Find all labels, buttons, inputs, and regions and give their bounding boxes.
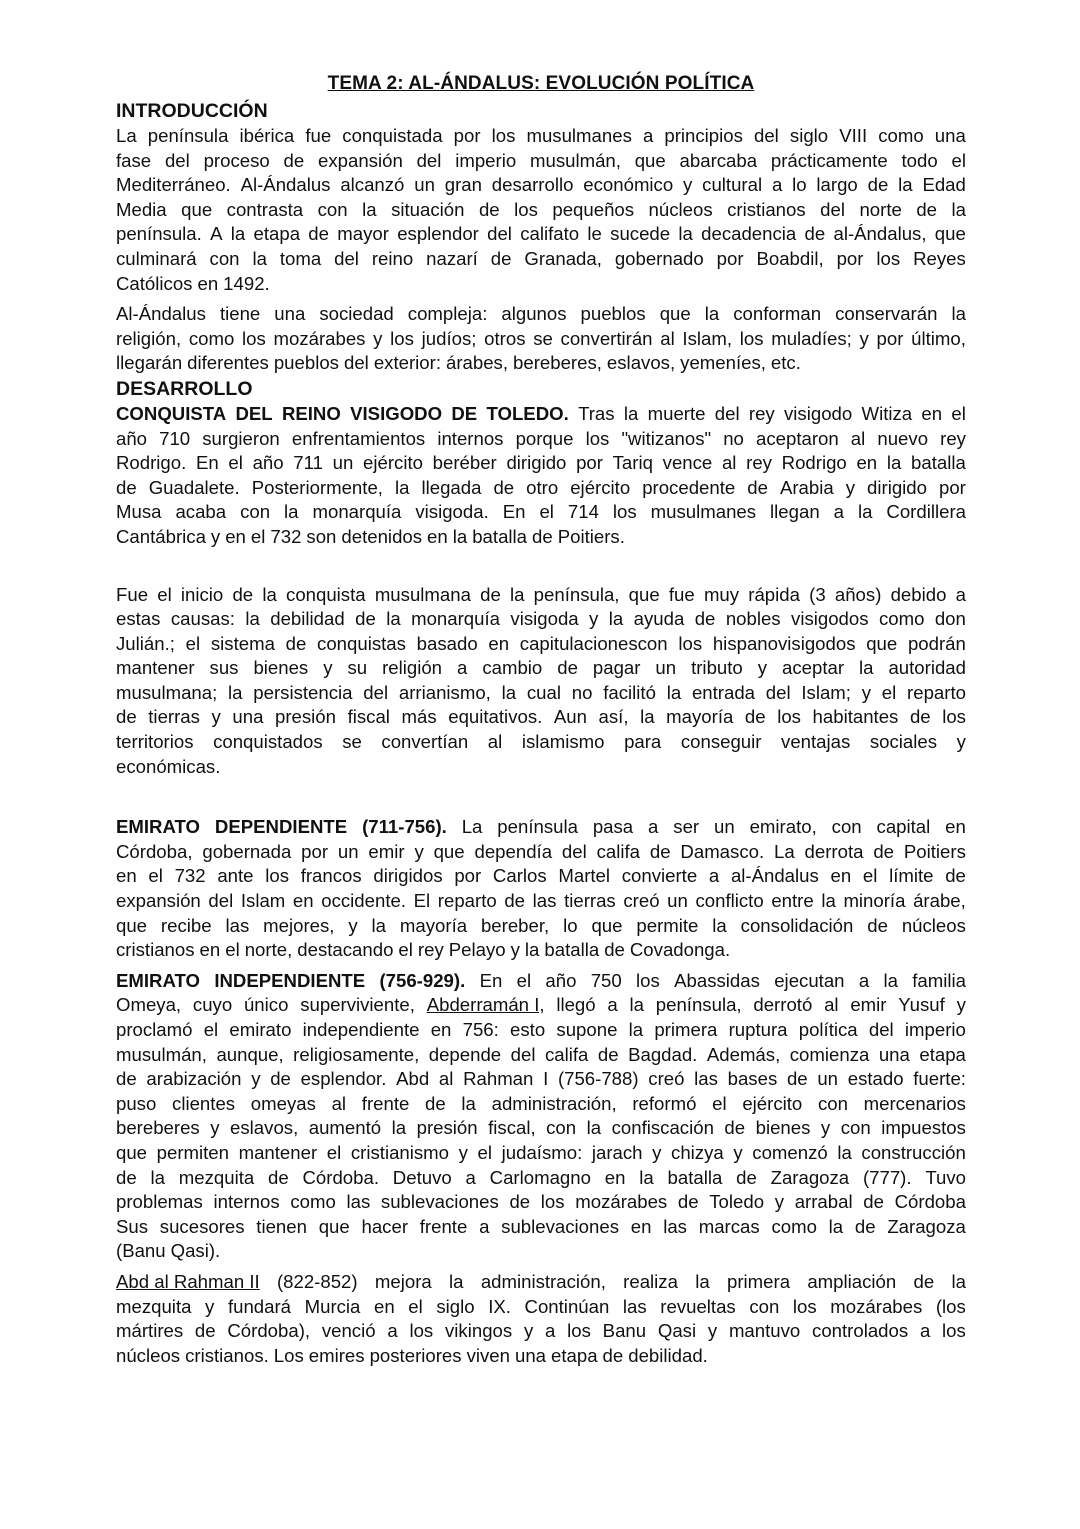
text-line: Julián.; el sistema de conquistas basado en capitulacionescon los hispanovisigodos que podrán (116, 632, 966, 654)
text-line: Sus sucesores tienen que hacer frente a sublevaciones en las marcas como la de Zaragoza (116, 1215, 966, 1237)
text-line: cristianos en el norte, destacando el rey Pelayo y la batalla de Covadonga. (116, 939, 731, 961)
text-line: mezquita y fundará Murcia en el siglo IX. Continúan las revueltas con los mozárabes (los (116, 1295, 966, 1317)
text-line: expansión del Islam en occidente. El reparto de las tierras creó un conflicto entre la minoría árabe, (116, 890, 966, 912)
text-line: núcleos cristianos. Los emires posteriores viven una etapa de debilidad. (116, 1344, 708, 1366)
conquista-first-line: CONQUISTA DEL REINO VISIGODO DE TOLEDO. Tras la muerte del rey visigodo Witiza en el (116, 402, 966, 424)
text-line: Cantábrica y en el 732 son detenidos en la batalla de Poitiers. (116, 525, 625, 547)
text-line: mantener sus bienes y su religión a cambio de pagar un tributo y aceptar la autoridad (116, 657, 966, 679)
page-title: TEMA 2: AL-ÁNDALUS: EVOLUCIÓN POLÍTICA (327, 73, 755, 94)
emirato-dependiente-paragraph (116, 815, 966, 963)
emirato-dependiente-body (116, 840, 966, 963)
text-line: Córdoba, gobernada por un emir y que dependía del califa de Damasco. La derrota de Poitiers (116, 840, 966, 862)
text-line: estas causas: la debilidad de la monarquía visigoda y la ayuda de nobles visigodos como don (116, 608, 966, 630)
text-line: mártires de Córdoba), venció a los vikingos y a los Banu Qasi y mantuvo controlados a los (116, 1320, 966, 1342)
text-line: Al-Ándalus tiene una sociedad compleja: algunos pueblos que la conforman conservarán la (116, 303, 966, 325)
text-line: Fue el inicio de la conquista musulmana de la península, que fue muy rápida (3 años) debido a (116, 583, 966, 605)
text-line: Mediterráneo. Al-Ándalus alcanzó un gran desarrollo económico y cultural a lo largo de la Edad (116, 174, 966, 196)
document-page (116, 70, 966, 1368)
emirato-independiente-body (116, 1018, 966, 1264)
text-line: económicas. (116, 755, 221, 777)
text-line: Rodrigo. En el año 711 un ejército beréber dirigido por Tariq vence al rey Rodrigo en la batalla (116, 452, 966, 474)
text-line: de la mezquita de Córdoba. Detuvo a Carlomagno en la batalla de Zaragoza (777). Tuvo (116, 1166, 966, 1188)
intro-paragraph-1 (116, 124, 966, 296)
text-line: bereberes y eslavos, aumentó la presión fiscal, con la confiscación de bienes y con impuestos (116, 1117, 966, 1139)
abd-al-rahman-ii-body (116, 1295, 966, 1369)
emirato-independiente-second-line: Omeya, cuyo único superviviente, Abderramán I, llegó a la península, derrotó al emir Yusuf y (116, 993, 966, 1018)
text-line: proclamó el emirato independiente en 756: esto supone la primera ruptura política del imperio (116, 1019, 966, 1040)
text-line: que permiten mantener el cristianismo y el judaísmo: jarach y chizya y comenzó la construcción (116, 1141, 966, 1163)
causas-paragraph (116, 583, 966, 780)
emirato-dependiente-first-line: EMIRATO DEPENDIENTE (711-756). La península pasa a ser un emirato, con capital en (116, 816, 966, 838)
text-line: fase del proceso de expansión del imperio musulmán, que abarcaba prácticamente todo el (116, 149, 966, 171)
text-line: problemas internos como las sublevaciones de los mozárabes de Toledo y arrabal de Córdoba (116, 1191, 966, 1213)
text-line: que recibe las mejores, y la mayoría bereber, lo que permite la consolidación de núcleos (116, 914, 966, 936)
abd-al-rahman-ii-first-line: Abd al Rahman II (822-852) mejora la administración, realiza la primera ampliación de la (116, 1270, 966, 1295)
section-heading-introduccion: INTRODUCCIÓN (116, 100, 268, 122)
text-line: musulmana; la persistencia del arrianismo, la cual no facilitó la entrada del Islam; y el reparto (116, 681, 966, 703)
text-line: culminará con la toma del reino nazarí de Granada, gobernado por Boabdil, por los Reyes (116, 247, 966, 269)
conquista-paragraph (116, 402, 966, 550)
abd-al-rahman-ii-paragraph (116, 1270, 966, 1368)
intro-paragraph-2 (116, 302, 966, 376)
text-line: Católicos en 1492. (116, 272, 270, 294)
text-line: territorios conquistados se convertían al islamismo para conseguir ventajas sociales y (116, 731, 966, 753)
text-line: de arabización y de esplendor. Abd al Rahman I (756-788) creó las bases de un estado fuerte: (116, 1068, 966, 1090)
underlined-name-abderraman-i: Abderramán I, (426, 994, 545, 1016)
text-line: en el 732 ante los francos dirigidos por Carlos Martel convierte a al-Ándalus en el límite de (116, 865, 966, 887)
text-line: (Banu Qasi). (116, 1240, 221, 1262)
text-line: musulmán, aunque, religiosamente, depende del califa de Bagdad. Además, comienza una etapa (116, 1043, 966, 1065)
text-line: religión, como los mozárabes y los judíos; otros se convertirán al Islam, los muladíes; y por último, (116, 327, 966, 349)
text-line: Musa acaba con la monarquía visigoda. En el 714 los musulmanes llegan a la Cordillera (116, 501, 966, 523)
conquista-body (116, 427, 966, 550)
emirato-independiente-first-line: EMIRATO INDEPENDIENTE (756-929). En el año 750 los Abassidas ejecutan a la familia (116, 969, 966, 991)
emirato-independiente-paragraph (116, 969, 966, 1264)
underlined-name-abd-al-rahman-ii: Abd al Rahman II (116, 1270, 260, 1292)
text-line: puso clientes omeyas al frente de la administración, reformó el ejército con mercenarios (116, 1092, 966, 1114)
text-line: Media que contrasta con la situación de los pequeños núcleos cristianos del norte de la (116, 198, 966, 220)
text-line: La península ibérica fue conquistada por los musulmanes a principios del siglo VIII como una (116, 125, 966, 146)
text-line: llegarán diferentes pueblos del exterior: árabes, bereberes, eslavos, yemeníes, etc. (116, 352, 801, 374)
text-line: de tierras y una presión fiscal más equitativos. Aun así, la mayoría de los habitantes de los (116, 706, 966, 728)
text-line: año 710 surgieron enfrentamientos internos porque los "witizanos" no aceptaron al nuevo rey (116, 427, 966, 449)
text-line: de Guadalete. Posteriormente, la llegada de otro ejército procedente de Arabia y dirigido por (116, 476, 966, 498)
text-line: península. A la etapa de mayor esplendor del califato le sucede la decadencia de al-Ándalus, que (116, 223, 966, 245)
section-heading-desarrollo: DESARROLLO (116, 377, 253, 400)
